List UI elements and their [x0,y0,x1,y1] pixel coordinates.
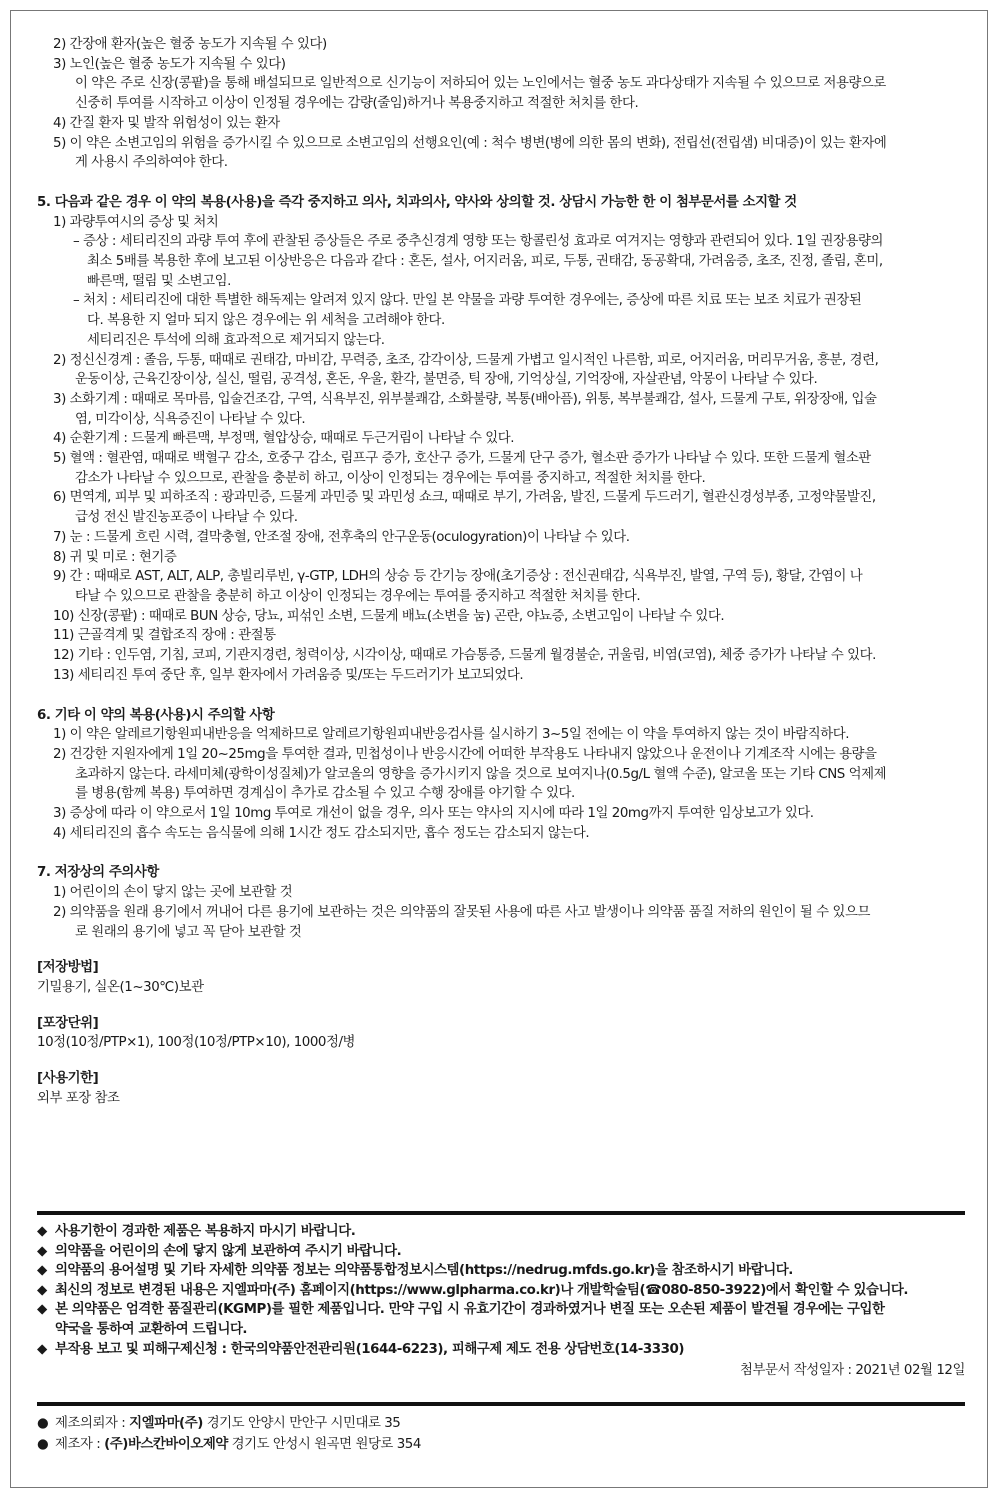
diamond-bullet-icon: ◆ [37,1243,47,1259]
s5-line: 6) 면역계, 피부 및 피하조직 : 광과민증, 드물게 과민증 및 과민성 쇼크, 때때로 부기, 가려움, 발진, 드물게 두드러기, 혈관신경성부종, 고정약물발진, [53,490,876,506]
s5-line: 세티리진은 투석에 의해 효과적으로 제거되지 않는다. [87,332,385,348]
notice-item-cont: 약국을 통하여 교환하여 드립니다. [55,1321,248,1337]
s5-line: 11) 근골격계 및 결합조직 장애 : 관절통 [53,628,276,644]
s5-line: – 처치 : 세티리진에 대한 특별한 해독제는 알려져 있지 않다. 만일 본 약물을 과량 투여한 경우에는, 증상에 따른 치료 또는 보조 치료가 권장된 [73,293,862,309]
notice-item: 의약품의 용어설명 및 기타 자세한 의약품 정보는 의약품통합정보시스템(https://nedrug.mfds.go.kr)을 참조하시기 바랍니다. [55,1263,793,1279]
circle-bullet-icon: ● [37,1416,49,1431]
packaging-value: 10정(10정/PTP×1), 100정(10정/PTP×10), 1000정/병 [37,1035,356,1051]
notice-box [37,1222,967,1381]
s6-line: 4) 세티리진의 흡수 속도는 음식물에 의해 1시간 정도 감소되지만, 흡수 정도는 감소되지 않는다. [53,825,590,841]
s5-line: 최소 5배를 복용한 후에 보고된 이상반응은 다음과 같다 : 혼돈, 설사, 어지러움, 피로, 두통, 권태감, 동공확대, 가려움증, 초조, 진정, 졸림, 혼미, [87,254,883,270]
notice-item: 사용기한이 경과한 제품은 복용하지 마시기 바랍니다. [55,1224,356,1239]
s5-line: 1) 과량투여시의 증상 및 처치 [53,214,219,230]
s5-line: 2) 정신신경계 : 졸음, 두통, 때때로 권태감, 마비감, 무력증, 초조, 감각이상, 드물게 가볍고 일시적인 나른함, 피로, 어지러움, 머리무거움, 흥분, 경련, [53,352,879,368]
s6-line: 를 병용(함께 복용) 투여하면 경계심이 추가로 감소될 수 있고 수행 장애를 야기할 수 있다. [75,786,575,802]
section-6-title: 6. 기타 이 약의 복용(사용)시 주의할 사항 [37,707,275,723]
s5-line: 4) 순환기계 : 드물게 빠른맥, 부정맥, 혈압상승, 때때로 두근거림이 나타날 수 있다. [53,431,515,447]
item-elderly-text: 이 약은 주로 신장(콩팥)을 통해 배설되므로 일반적으로 신기능이 저하되어 있는 노인에서는 혈중 농도 과다상태가 지속될 수 있으므로 저용량으로 [75,76,886,92]
manufacturer-address: 경기도 안성시 원곡면 원당로 354 [227,1437,421,1452]
s5-line: 타날 수 있으므로 관찰을 충분히 하고 이상이 인정되는 경우에는 투여를 중지하고 적절한 처치를 한다. [75,588,641,604]
bottom-divider [37,1402,965,1406]
item-epilepsy: 4) 간질 환자 및 발작 위험성이 있는 환자 [53,115,280,131]
item-elderly: 3) 노인(높은 혈중 농도가 지속될 수 있다) [53,56,286,72]
diamond-bullet-icon: ◆ [37,1302,47,1318]
s5-line: 빠른맥, 떨림 및 소변고임. [87,273,231,289]
s5-line: 감소가 나타날 수 있으므로, 관찰을 충분히 하고, 이상이 인정되는 경우에는 투여를 중지하고, 적절한 처치를 한다. [75,470,706,486]
expiry-value: 외부 포장 참조 [37,1090,120,1106]
maker-line-manufacturer [37,1434,967,1455]
item-elderly-text: 신중히 투여를 시작하고 이상이 인정될 경우에는 감량(줄임)하거나 복용중지하고 적절한 처치를 한다. [75,96,639,112]
manufacturer-info [37,1413,967,1455]
top-divider [37,1211,965,1215]
document-date: 첨부문서 작성일자 : 2021년 02월 12일 [740,1363,965,1379]
s5-line: 다. 복용한 지 얼마 되지 않은 경우에는 위 세척을 고려해야 한다. [87,313,445,329]
requester-address: 경기도 안양시 만안구 시민대로 35 [202,1416,401,1431]
requester-label: 제조의뢰자 : [55,1416,130,1431]
s6-line: 2) 건강한 지원자에게 1일 20~25mg을 투여한 결과, 민첩성이나 반응시간에 어떠한 부작용도 나타내지 않았으나 운전이나 기계조작 시에는 용량을 [53,746,877,762]
section-7-title: 7. 저장상의 주의사항 [37,865,159,881]
notice-item: 본 의약품은 엄격한 품질관리(KGMP)를 필한 제품입니다. 만약 구입 시 유효기간이 경과하였거나 변질 또는 오손된 제품이 발견될 경우에는 구입한 [55,1302,885,1318]
s5-line: 운동이상, 근육긴장이상, 실신, 떨림, 공격성, 혼돈, 우울, 환각, 불면증, 틱 장애, 기억상실, 기억장애, 자살관념, 악몽이 나타날 수 있다. [75,372,818,388]
s5-line: 염, 미각이상, 식욕증진이 나타날 수 있다. [75,411,306,427]
circle-bullet-icon: ● [37,1437,49,1452]
s7-line: 2) 의약품을 원래 용기에서 꺼내어 다른 용기에 보관하는 것은 의약품의 잘못된 사용에 따른 사고 발생이나 의약품 품질 저하의 원인이 될 수 있으므 [53,904,870,920]
item-liver-patients: 2) 간장애 환자(높은 혈중 농도가 지속될 수 있다) [53,37,327,52]
s6-line: 1) 이 약은 알레르기항원피내반응을 억제하므로 알레르기항원피내반응검사를 실시하기 3~5일 전에는 이 약을 투여하지 않는 것이 바람직하다. [53,727,850,743]
s5-line: 8) 귀 및 미로 : 현기증 [53,549,177,565]
s7-line: 로 원래의 용기에 넣고 꼭 닫아 보관할 것 [75,924,302,940]
notice-item: 부작용 보고 및 피해구제신청 : 한국의약품안전관리원(1644-6223), 피해구제 제도 전용 상담번호(14-3330) [55,1341,684,1357]
document-body [37,35,967,1108]
manufacturer-name: (주)바스칸바이오제약 [104,1437,228,1452]
notice-item: 의약품을 어린이의 손에 닿지 않게 보관하여 주시기 바랍니다. [55,1243,402,1259]
s7-line: 1) 어린이의 손이 닿지 않는 곳에 보관할 것 [53,885,293,901]
storage-header: [저장방법] [37,960,99,976]
maker-line-requester [37,1413,967,1434]
item-urinary-retention: 5) 이 약은 소변고임의 위험을 증가시킬 수 있으므로 소변고임의 선행요인(예 : 척수 병변(병에 의한 몸의 변화), 전립선(전립샘) 비대증)이 있는 환자에 [53,135,887,151]
s5-line: 7) 눈 : 드물게 흐린 시력, 결막충혈, 안조절 장애, 전후축의 안구운동(oculogyration)이 나타날 수 있다. [53,529,630,545]
s5-line: 3) 소화기계 : 때때로 목마름, 입술건조감, 구역, 식욕부진, 위부불쾌감, 소화불량, 복통(배아픔), 위통, 복부불쾌감, 설사, 드물게 구토, 위장장애, 입술 [53,391,877,407]
s5-line: 9) 간 : 때때로 AST, ALT, ALP, 총빌리루빈, γ-GTP, LDH의 상승 등 간기능 장애(초기증상 : 전신권태감, 식욕부진, 발열, 구역 등), 황달, 간염이 나 [53,569,863,585]
s5-line: 급성 전신 발진농포증이 나타날 수 있다. [75,510,298,526]
s5-line: 5) 혈액 : 혈관염, 때때로 백혈구 감소, 호중구 감소, 림프구 증가, 호산구 증가, 드물게 단구 증가, 혈소판 증가가 나타날 수 있다. 또한 드물게 혈소판 [53,451,871,467]
s5-line: – 증상 : 세티리진의 과량 투여 후에 관찰된 증상들은 주로 중추신경계 영향 또는 항콜린성 효과로 여겨지는 영향과 관련되어 있다. 1일 권장용량의 [73,234,883,250]
s5-line: 10) 신장(콩팥) : 때때로 BUN 상승, 당뇨, 피섞인 소변, 드물게 배뇨(소변을 눔) 곤란, 야뇨증, 소변고임이 나타날 수 있다. [53,608,725,624]
diamond-bullet-icon: ◆ [37,1263,47,1279]
manufacturer-label: 제조자 : [55,1437,105,1452]
expiry-header: [사용기한] [37,1071,99,1087]
diamond-bullet-icon: ◆ [37,1282,47,1298]
item-urinary-retention-cont: 게 사용시 주의하여야 한다. [75,155,228,171]
packaging-header: [포장단위] [37,1015,99,1031]
section-5-title: 5. 다음과 같은 경우 이 약의 복용(사용)을 즉각 중지하고 의사, 치과의사, 약사와 상의할 것. 상담시 가능한 한 이 첨부문서를 소지할 것 [37,194,797,210]
s5-line: 13) 세티리진 투여 중단 후, 일부 환자에서 가려움증 및/또는 두드러기가 보고되었다. [53,667,524,683]
notice-item: 최신의 정보로 변경된 내용은 지엘파마(주) 홈페이지(https://www.glpharma.co.kr)나 개발학술팀(☎080-850-3922)에서 확인할 수 있습니다. [55,1282,909,1298]
requester-name: 지엘파마(주) [129,1416,203,1431]
diamond-bullet-icon: ◆ [37,1341,47,1357]
storage-value: 기밀용기, 실온(1~30℃)보관 [37,979,204,995]
s5-line: 12) 기타 : 인두염, 기침, 코피, 기관지경련, 청력이상, 시각이상, 때때로 가슴통증, 드물게 월경불순, 귀울림, 비염(코염), 체중 증가가 나타날 수 있다. [53,648,876,664]
s6-line: 초과하지 않는다. 라세미체(광학이성질체)가 알코올의 영향을 증가시키지 않을 것으로 보여지나(0.5g/L 혈액 수준), 알코올 또는 기타 CNS 억제제 [75,766,887,782]
s6-line: 3) 증상에 따라 이 약으로서 1일 10mg 투여로 개선이 없을 경우, 의사 또는 약사의 지시에 따라 1일 20mg까지 투여한 임상보고가 있다. [53,806,814,822]
diamond-bullet-icon: ◆ [37,1224,47,1239]
